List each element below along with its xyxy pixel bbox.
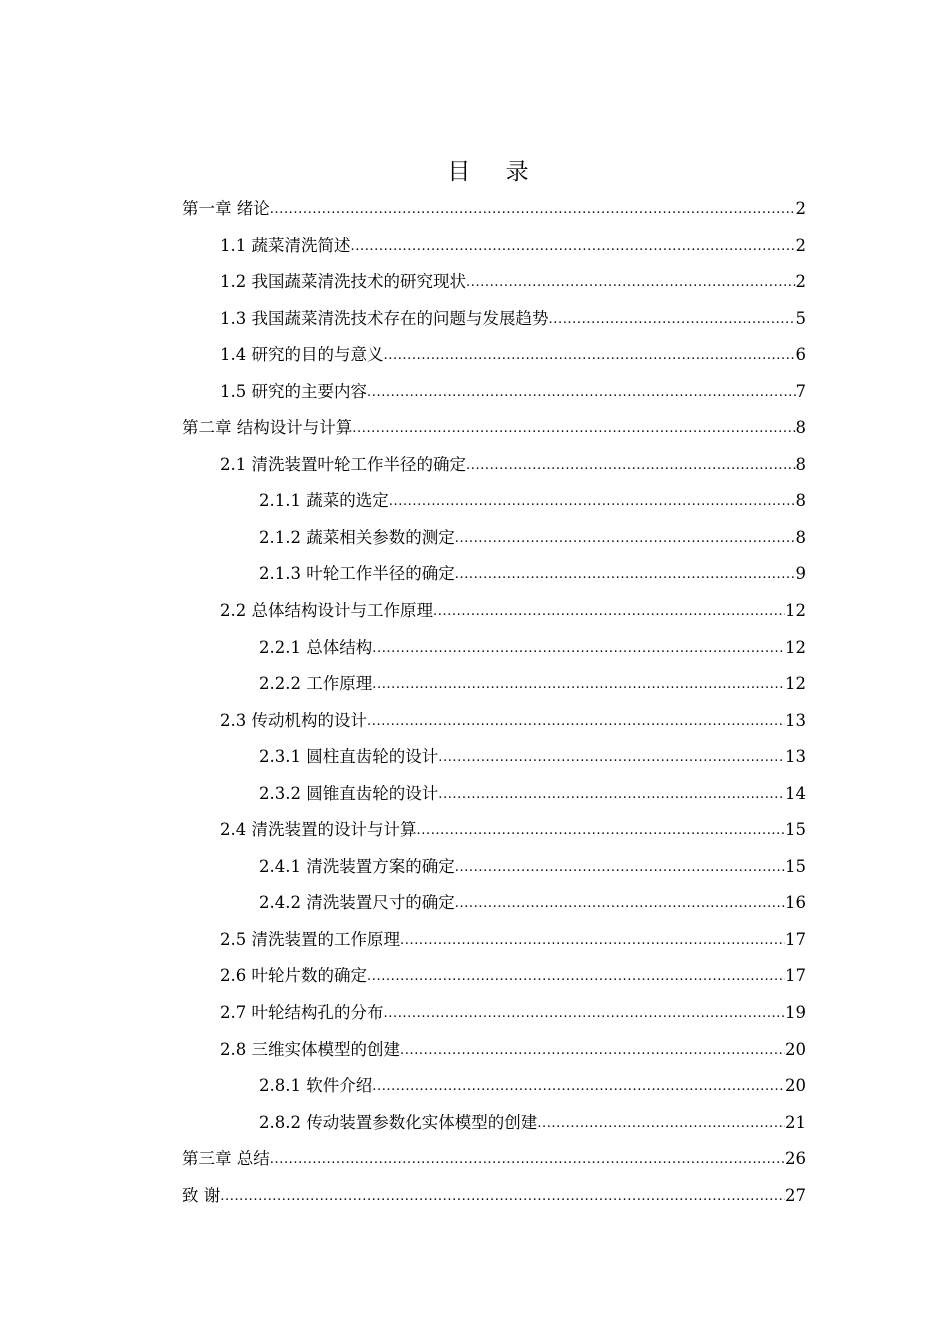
- toc-entry-label: 1.5 研究的主要内容: [220, 381, 367, 401]
- toc-entry[interactable]: [182, 1068, 806, 1105]
- toc-dot-leader: [417, 813, 786, 850]
- toc-entry-page-number: 2: [795, 199, 806, 218]
- toc-dot-leader: [367, 375, 796, 412]
- toc-entry-page-number: 15: [785, 856, 806, 876]
- toc-dot-leader: [389, 484, 796, 521]
- toc-entry[interactable]: [182, 1105, 806, 1142]
- toc-entry[interactable]: [182, 228, 806, 265]
- toc-entry-label: 2.8.2 传动装置参数化实体模型的创建: [259, 1112, 538, 1132]
- toc-entry[interactable]: [182, 666, 806, 703]
- toc-entry-page-number: 2: [795, 272, 806, 292]
- toc-entry-label: 2.2.1 总体结构: [259, 637, 373, 657]
- toc-entry-page-number: 20: [785, 1039, 806, 1059]
- toc-dot-leader: [433, 594, 785, 631]
- toc-entry[interactable]: [182, 630, 806, 667]
- toc-entry-page-number: 7: [795, 381, 806, 401]
- toc-dot-leader: [351, 229, 796, 266]
- toc-entry-page-number: 16: [785, 893, 806, 913]
- toc-entry-label: 2.1.3 叶轮工作半径的确定: [259, 564, 455, 584]
- toc-entry-label: 2.1.1 蔬菜的选定: [259, 491, 389, 511]
- toc-entry[interactable]: [182, 556, 806, 593]
- toc-entry[interactable]: [182, 374, 806, 411]
- toc-entry-page-number: 27: [785, 1185, 806, 1205]
- toc-entry-label: 2.8.1 软件介绍: [259, 1076, 373, 1096]
- toc-dot-leader: [549, 302, 796, 339]
- toc-dot-leader: [400, 1033, 785, 1070]
- toc-dot-leader: [466, 448, 796, 485]
- toc-entry-page-number: 26: [785, 1149, 806, 1169]
- toc-entry[interactable]: [182, 593, 806, 630]
- toc-entry-label: 2.4.2 清洗装置尺寸的确定: [259, 893, 455, 913]
- toc-dot-leader: [220, 1179, 785, 1216]
- toc-entry-label: 2.3 传动机构的设计: [220, 710, 367, 730]
- toc-entry[interactable]: [182, 812, 806, 849]
- toc-entry-label: 2.7 叶轮结构孔的分布: [220, 1003, 384, 1023]
- toc-dot-leader: [455, 850, 785, 887]
- toc-entry-label: 第一章 绪论: [182, 199, 270, 218]
- toc-dot-leader: [455, 886, 785, 923]
- toc-entry-label: 2.2 总体结构设计与工作原理: [220, 601, 433, 621]
- toc-dot-leader: [367, 959, 785, 996]
- toc-entry[interactable]: [182, 739, 806, 776]
- toc-entry[interactable]: [182, 301, 806, 338]
- toc-entry[interactable]: [182, 1141, 806, 1178]
- toc-entry[interactable]: [182, 483, 806, 520]
- toc-entry-label: 2.4.1 清洗装置方案的确定: [259, 856, 455, 876]
- toc-dot-leader: [367, 704, 785, 741]
- toc-entry-label: 致 谢: [182, 1185, 221, 1205]
- toc-entry[interactable]: [182, 995, 806, 1032]
- toc-dot-leader: [384, 996, 786, 1033]
- toc-entry-label: 1.2 我国蔬菜清洗技术的研究现状: [220, 272, 466, 292]
- toc-entry-page-number: 19: [785, 1003, 806, 1023]
- toc-entry[interactable]: [182, 885, 806, 922]
- toc-dot-leader: [372, 631, 785, 668]
- toc-entry-page-number: 5: [795, 308, 806, 328]
- toc-entry[interactable]: [182, 1178, 806, 1215]
- toc-entry-label: 1.1 蔬菜清洗简述: [220, 235, 351, 255]
- toc-entry-label: 2.8 三维实体模型的创建: [220, 1039, 400, 1059]
- toc-entry[interactable]: [182, 849, 806, 886]
- toc-entry-label: 2.5 清洗装置的工作原理: [220, 929, 400, 949]
- toc-entry[interactable]: [182, 703, 806, 740]
- table-of-contents: [182, 191, 806, 1214]
- toc-entry-page-number: 8: [795, 418, 806, 438]
- toc-entry-label: 1.3 我国蔬菜清洗技术存在的问题与发展趋势: [220, 308, 549, 328]
- toc-entry-page-number: 20: [785, 1076, 806, 1096]
- toc-entry-page-number: 6: [795, 345, 806, 365]
- toc-dot-leader: [270, 1142, 785, 1179]
- toc-dot-leader: [455, 557, 796, 594]
- toc-entry-page-number: 9: [795, 564, 806, 584]
- toc-entry[interactable]: [182, 447, 806, 484]
- toc-entry-page-number: 12: [785, 637, 806, 657]
- toc-entry-page-number: 14: [785, 783, 806, 803]
- toc-dot-leader: [537, 1106, 785, 1143]
- toc-dot-leader: [372, 1069, 785, 1106]
- toc-entry-page-number: 8: [795, 527, 806, 547]
- toc-dot-leader: [270, 192, 796, 229]
- toc-entry-label: 2.3.2 圆锥直齿轮的设计: [259, 783, 439, 803]
- toc-entry[interactable]: [182, 922, 806, 959]
- toc-entry[interactable]: [182, 520, 806, 557]
- toc-entry-label: 1.4 研究的目的与意义: [220, 345, 384, 365]
- toc-entry-label: 第二章 结构设计与计算: [182, 418, 353, 438]
- toc-dot-leader: [438, 777, 785, 814]
- toc-entry-page-number: 21: [785, 1112, 806, 1132]
- toc-dot-leader: [466, 265, 796, 302]
- toc-entry-page-number: 12: [785, 674, 806, 694]
- toc-dot-leader: [384, 338, 796, 375]
- toc-entry-label: 2.3.1 圆柱直齿轮的设计: [259, 747, 439, 767]
- toc-entry-page-number: 8: [795, 454, 806, 474]
- toc-entry-label: 2.4 清洗装置的设计与计算: [220, 820, 417, 840]
- toc-entry[interactable]: [182, 264, 806, 301]
- toc-entry-label: 2.1.2 蔬菜相关参数的测定: [259, 527, 455, 547]
- toc-entry-page-number: 2: [795, 235, 806, 255]
- toc-entry[interactable]: [182, 1032, 806, 1069]
- toc-dot-leader: [438, 740, 785, 777]
- toc-entry-label: 2.2.2 工作原理: [259, 674, 373, 694]
- toc-entry[interactable]: [182, 410, 806, 447]
- toc-entry[interactable]: [182, 958, 806, 995]
- toc-entry-page-number: 17: [785, 966, 806, 986]
- toc-entry-label: 第三章 总结: [182, 1149, 270, 1169]
- toc-entry-page-number: 8: [795, 491, 806, 511]
- toc-dot-leader: [352, 411, 795, 448]
- toc-entry[interactable]: [182, 776, 806, 813]
- toc-entry[interactable]: [182, 191, 806, 228]
- toc-entry-label: 2.6 叶轮片数的确定: [220, 966, 367, 986]
- toc-entry-page-number: 15: [785, 820, 806, 840]
- toc-dot-leader: [400, 923, 785, 960]
- toc-dot-leader: [372, 667, 785, 704]
- toc-entry-page-number: 12: [785, 601, 806, 621]
- toc-entry[interactable]: [182, 337, 806, 374]
- toc-title: 目 录: [447, 159, 543, 185]
- toc-dot-leader: [455, 521, 796, 558]
- toc-entry-label: 2.1 清洗装置叶轮工作半径的确定: [220, 454, 466, 474]
- toc-entry-page-number: 17: [785, 929, 806, 949]
- toc-entry-page-number: 13: [785, 747, 806, 767]
- toc-entry-page-number: 13: [785, 710, 806, 730]
